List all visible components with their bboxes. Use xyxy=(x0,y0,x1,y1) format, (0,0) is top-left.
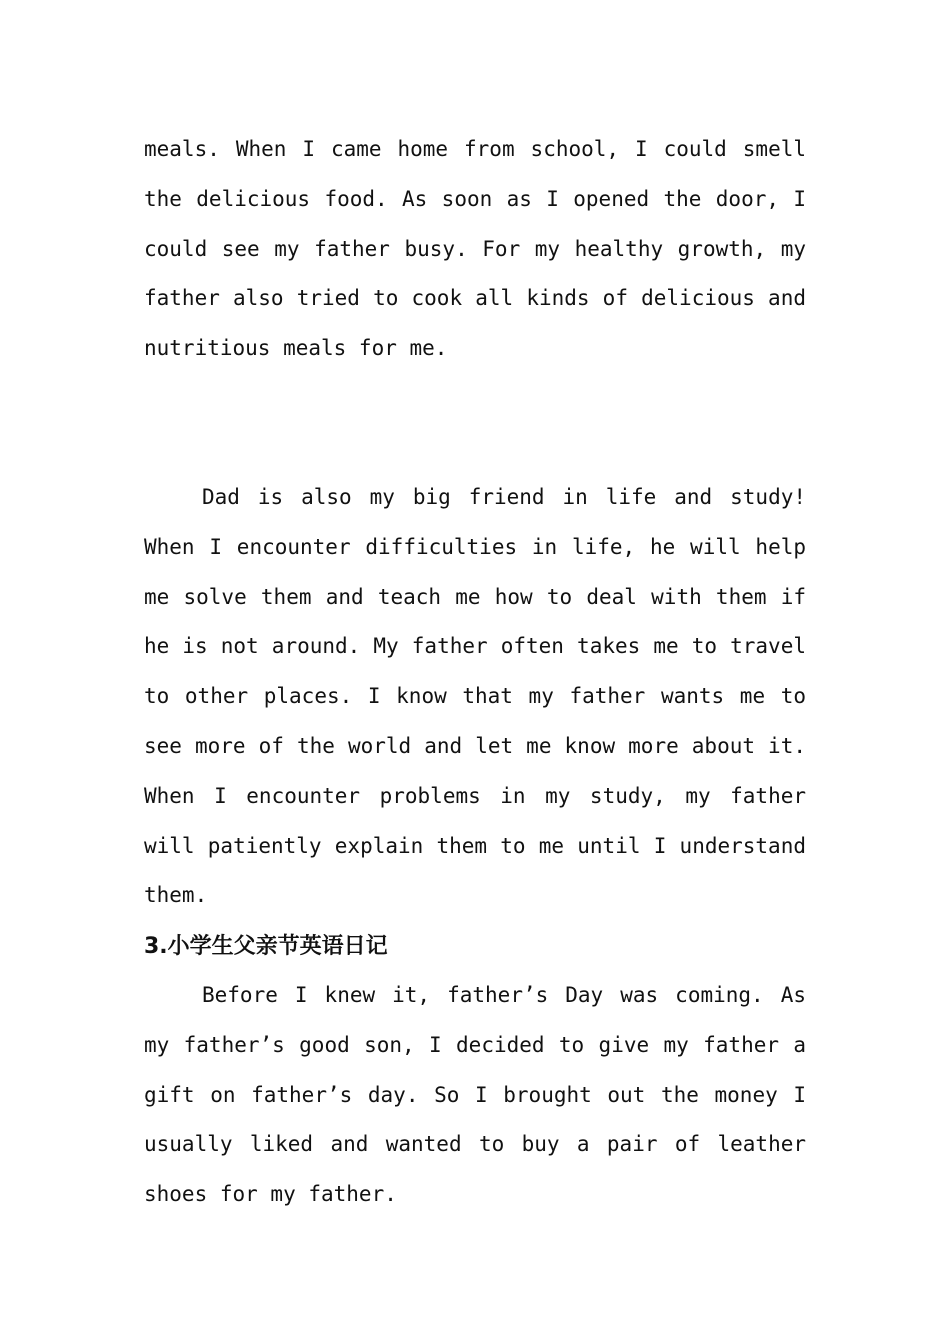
section-heading: 3.小学生父亲节英语日记 xyxy=(144,934,388,959)
paragraph-fathers-day-gift: Before I knew it, father’s Day was coming. As my father’s good son, I decided to give my father a gift on father’s day. So I brought out the money I usually liked and wanted to buy a pair of leather shoes for my father. xyxy=(144,983,806,1207)
paragraph-dad-friend: Dad is also my big friend in life and study! When I encounter difficulties in life, he will help me solve them and teach me how to deal with them if he is not around. My father often takes me to travel to other places. I know that my father wants me to see more of the world and let me know more about it. When I encounter problems in my study, my father will patiently explain them to me until I understand them. xyxy=(144,485,806,908)
paragraph-meals: meals. When I came home from school, I could smell the delicious food. As soon as I opened the door, I could see my father busy. For my healthy growth, my father also tried to cook all kinds of delicious and nutritious meals for me. xyxy=(144,137,806,361)
